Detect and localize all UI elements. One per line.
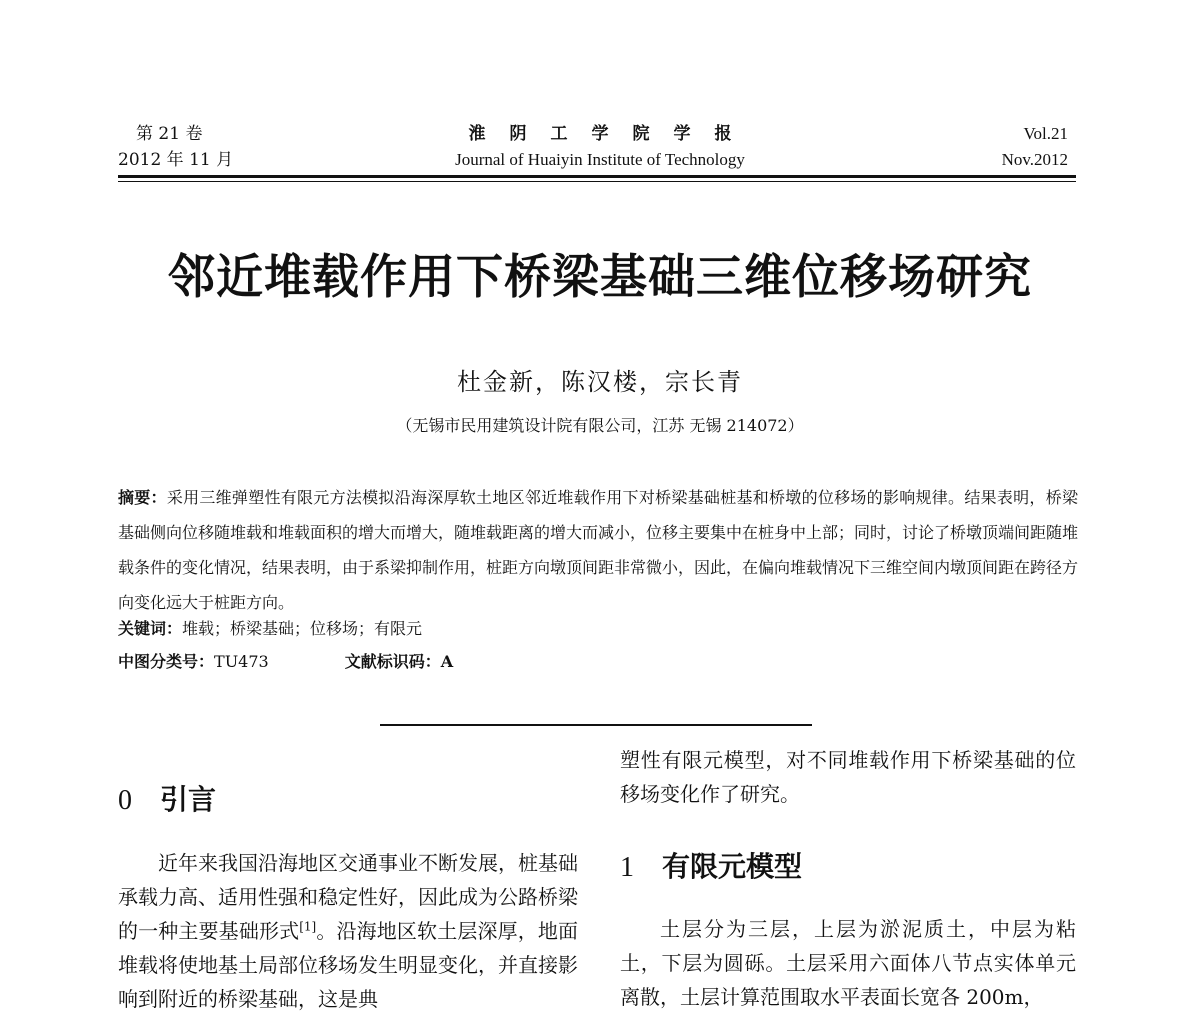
section-number: 1 [620, 852, 634, 883]
fem-paragraph: 土层分为三层，上层为淤泥质土，中层为粘土，下层为圆砾。土层采用六面体八节点实体单元离散，土层计算范围取水平表面长宽各 200m， [620, 917, 1076, 1009]
intro-text-part1: 近年来我国沿海地区交通事业不断发展，桩基础承载力高、适用性强和稳定性好，因此成为公路桥梁的一种主要基础形式 [118, 851, 578, 943]
citation: [1] [299, 919, 317, 934]
class-code: TU473 [214, 652, 269, 671]
keywords-label: 关键词： [118, 619, 183, 638]
abstract-label: 摘要： [118, 488, 167, 507]
header-center [360, 121, 840, 173]
keywords [118, 615, 422, 643]
section-divider [380, 724, 812, 726]
header-left [118, 121, 233, 173]
header-rule-thick [118, 175, 1076, 178]
section-heading-intro [118, 778, 216, 818]
classification [118, 648, 453, 676]
doc-label: 文献标识码： [344, 652, 441, 671]
section-number: 0 [118, 785, 132, 816]
abstract-text: 采用三维弹塑性有限元方法模拟沿海深厚软土地区邻近堆载作用下对桥梁基础桩基和桥墩的位移场的影响规律。结果表明，桥梁基础侧向位移随堆载和堆载面积的增大而增大，随堆载距离的增大而减小，位移主要集中在桩身中上部；同时，讨论了桥墩顶端间距随堆载条件的变化情况，结果表明，由于系梁抑制作用，桩距方向墩顶间距非常微小，因此，在偏向堆载情况下三维空间内墩顶间距在跨径方向变化远大于桩距方向。 [118, 488, 1079, 612]
section-heading-fem [620, 845, 802, 885]
journal-name-en: Journal of Huaiyin Institute of Technology [455, 150, 745, 169]
authors: 杜金新，陈汉楼，宗长青 [457, 368, 743, 396]
intro-text-part2: 。沿海地区软土层深厚，地面堆载将使地基土局部位移场发生明显变化，并直接影响到附近的桥梁基础，这是典 [118, 919, 579, 1011]
keywords-text: 堆载；桥梁基础；位移场；有限元 [182, 619, 423, 638]
section-title: 有限元模型 [662, 850, 803, 883]
affiliation: （无锡市民用建筑设计院有限公司，江苏 无锡 214072） [396, 416, 804, 435]
header-right [1002, 121, 1068, 173]
date-cn: 2012 年 11 月 [118, 150, 234, 170]
volume-cn: 第 21 卷 [136, 124, 203, 144]
section-title: 引言 [160, 783, 217, 816]
intro-paragraph [118, 846, 578, 1016]
right-intro-text: 塑性有限元模型，对不同堆载作用下桥梁基础的位移场变化作了研究。 [620, 748, 1076, 806]
paper-title: 邻近堆载作用下桥梁基础三维位移场研究 [168, 250, 1032, 305]
volume-en: Vol.21 [1023, 124, 1068, 143]
journal-name-cn: 淮阴工学院学报 [468, 124, 756, 144]
class-label: 中图分类号： [118, 652, 215, 671]
abstract [118, 480, 1078, 620]
date-en: Nov.2012 [1001, 150, 1068, 169]
doc-code: A [440, 652, 454, 671]
header-rule-thin [118, 181, 1076, 182]
